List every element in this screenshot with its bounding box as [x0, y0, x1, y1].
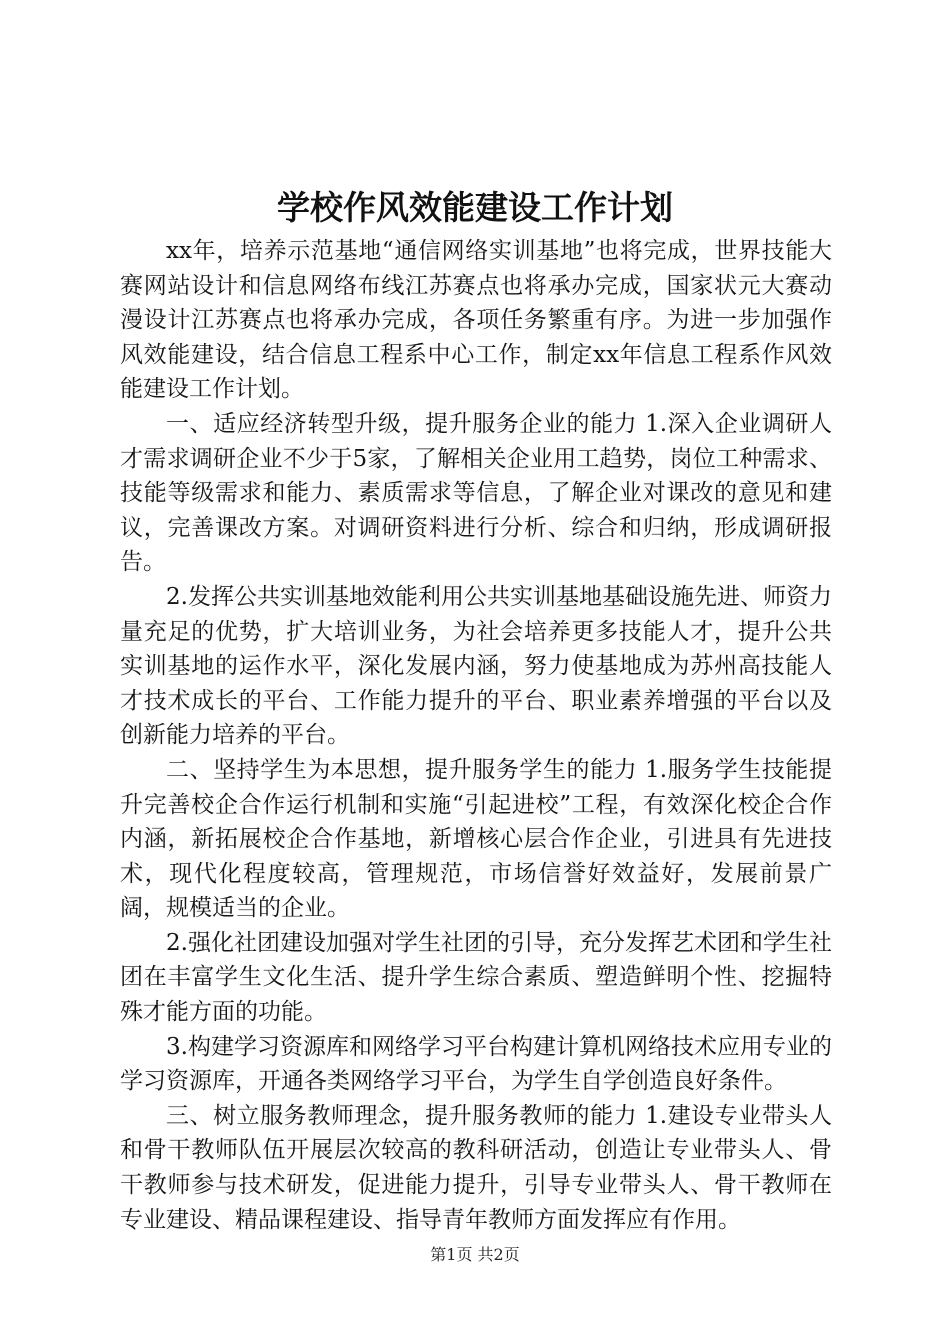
document-body	[120, 234, 832, 1237]
paragraph-section-2: 二、坚持学生为本思想，提升服务学生的能力 1.服务学生技能提升完善校企合作运行机制和实施“引起进校”工程，有效深化校企合作内涵，新拓展校企合作基地，新增核心层合作企业，引进具有先进技术，现代化程度较高，管理规范，市场信誉好效益好，发展前景广阔，规模适当的企业。	[120, 756, 832, 922]
paragraph-section-3: 三、树立服务教师理念，提升服务教师的能力 1.建设专业带头人和骨干教师队伍开展层次较高的教科研活动，创造让专业带头人、骨干教师参与技术研发，促进能力提升，引导专业带头人、骨干教师在专业建设、精品课程建设、指导青年教师方面发挥应有作用。	[120, 1102, 832, 1233]
paragraph-section-2-item-2: 2.强化社团建设加强对学生社团的引导，充分发挥艺术团和学生社团在丰富学生文化生活、提升学生综合素质、塑造鲜明个性、挖掘特殊才能方面的功能。	[120, 929, 832, 1026]
paragraph-section-2-item-3: 3.构建学习资源库和网络学习平台构建计算机网络技术应用专业的学习资源库，开通各类网络学习平台，为学生自学创造良好条件。	[120, 1033, 832, 1095]
document-title: 学校作风效能建设工作计划	[277, 188, 673, 227]
paragraph-intro: xx年，培养示范基地“通信网络实训基地”也将完成，世界技能大赛网站设计和信息网络布线江苏赛点也将承办完成，国家状元大赛动漫设计江苏赛点也将承办完成，各项任务繁重有序。为进一步加强作风效能建设，结合信息工程系中心工作，制定xx年信息工程系作风效能建设工作计划。	[120, 238, 832, 403]
page-number-footer: 第1页 共2页	[430, 1245, 520, 1264]
paragraph-section-1-item-2: 2.发挥公共实训基地效能利用公共实训基地基础设施先进、师资力量充足的优势，扩大培训业务，为社会培养更多技能人才，提升公共实训基地的运作水平，深化发展内涵，努力使基地成为苏州高技能人才技术成长的平台、工作能力提升的平台、职业素养增强的平台以及创新能力培养的平台。	[120, 583, 832, 749]
paragraph-section-1: 一、适应经济转型升级，提升服务企业的能力 1.深入企业调研人才需求调研企业不少于5家，了解相关企业用工趋势，岗位工种需求、技能等级需求和能力、素质需求等信息，了解企业对课改的意见和建议，完善课改方案。对调研资料进行分析、综合和归纳，形成调研报告。	[120, 410, 832, 576]
